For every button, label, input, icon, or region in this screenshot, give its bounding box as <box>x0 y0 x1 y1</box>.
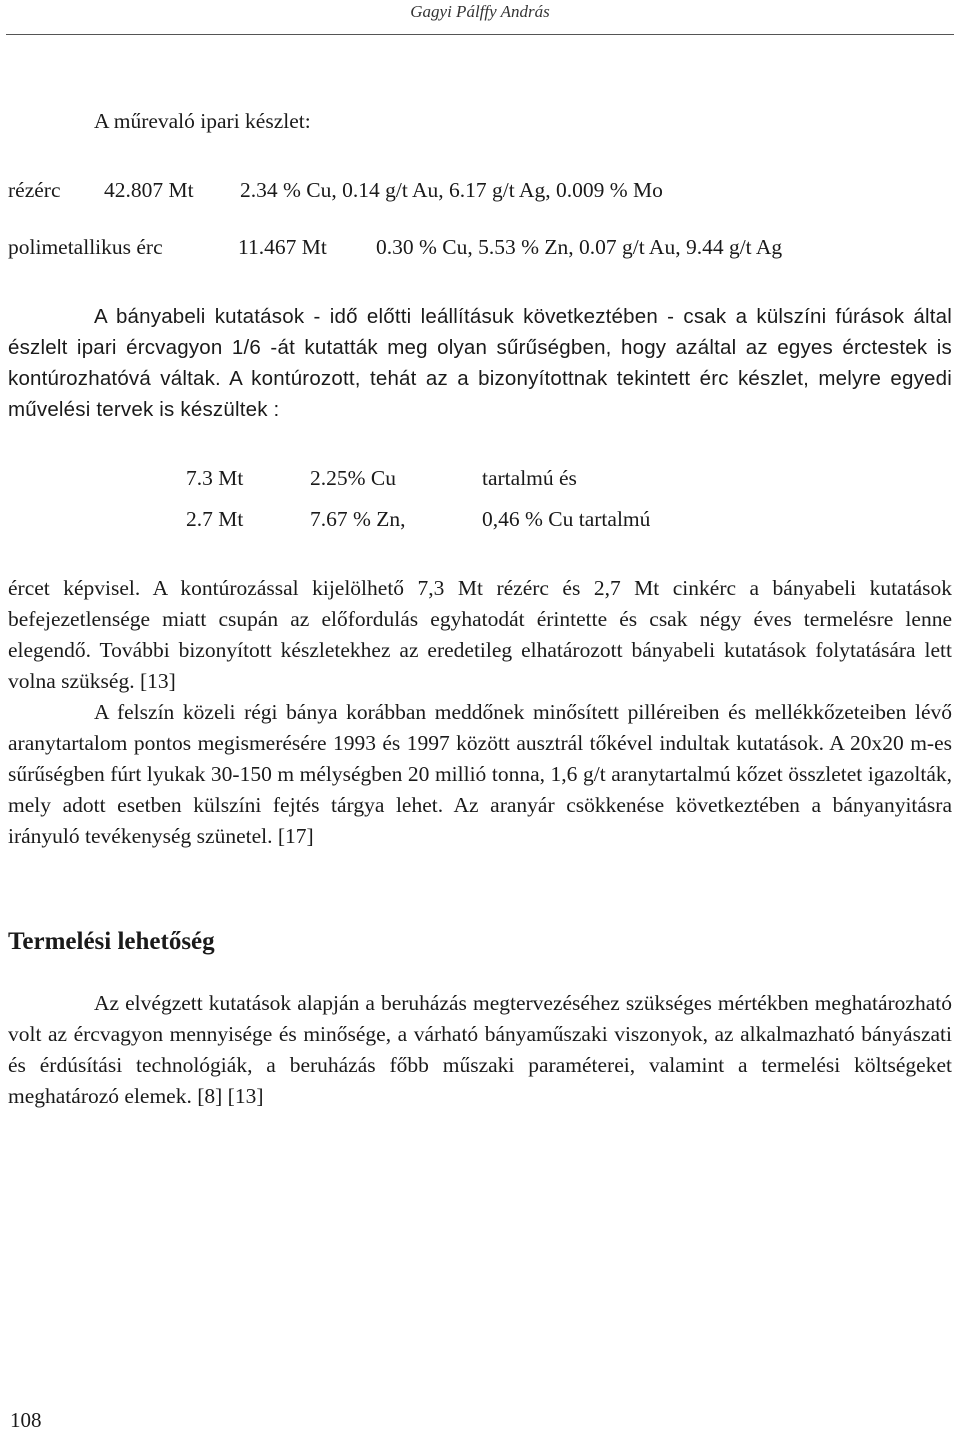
page-body <box>8 106 952 1112</box>
reserve-title: A műrevaló ipari készlet: <box>94 109 311 133</box>
running-header-author: Gagyi Pálffy András <box>410 2 550 21</box>
ore-type: rézérc <box>8 178 61 202</box>
ore-type: polimetallikus érc <box>8 235 163 259</box>
contoured-desc: 0,46 % Cu tartalmú <box>482 507 651 531</box>
contoured-desc: tartalmú és <box>482 466 577 490</box>
ore-row-copper <box>8 175 952 206</box>
page-number: 108 <box>10 1408 42 1432</box>
contoured-grade: 7.67 % Zn, <box>310 507 406 531</box>
section-heading: Termelési lehetőség <box>8 928 215 955</box>
contoured-reserve-table <box>186 463 952 535</box>
contoured-tonnage: 2.7 Mt <box>186 507 244 531</box>
ore-tonnage: 42.807 Mt <box>104 178 194 202</box>
ore-tonnage: 11.467 Mt <box>238 235 327 259</box>
paragraph-ore-representation: ércet képvisel. A kontúrozással kijelölhető 7,3 Mt rézérc és 2,7 Mt cinkérc a bányabeli kutatások befejezetlensége miatt csupán az előfordulás egyhatodát érintette és csak négy éves termelésre lenne elegendő. További bizonyított készletekhez az eredetileg elhatározott bányabeli kutatások folytatására lett volna szükség. [13] <box>8 576 952 693</box>
ore-row-polymetallic <box>8 232 952 263</box>
ore-grades: 2.34 % Cu, 0.14 g/t Au, 6.17 g/t Ag, 0.009 % Mo <box>240 178 663 202</box>
paragraph-gold-exploration: A felszín közeli régi bánya korábban meddőnek minősített pilléreiben és mellékkőzeteiben lévő aranytartalom pontos megismerésére 1993 és 1997 között ausztrál tőkével indultak kutatások. A 20x20 m-es sűrűségben fúrt lyukak 30-150 m mélységben 20 millió tonna, 1,6 g/t aranytartalmú kőzet összletet igazolták, mely adott esetben külszíni fejtés tárgya lehet. Az aranyár csökkenése következtében a bányanyitásra irányuló tevékenység szünetel. [17] <box>8 700 952 848</box>
contoured-grade: 2.25% Cu <box>310 466 396 490</box>
contoured-tonnage: 7.3 Mt <box>186 466 244 490</box>
paragraph-exploration: A bányabeli kutatások - idő előtti leállításuk következtében - csak a külszíni fúrások által észlelt ipari ércvagyon 1/6 -át kutatták meg olyan sűrűségben, hogy azáltal az egyes érctestek is kontúrozhatóvá váltak. A kontúrozott, tehát az a bizonyítottnak tekintett érc készlet, melyre egyedi művelési tervek is készültek : <box>8 305 952 421</box>
header-rule <box>6 34 954 35</box>
paragraph-production: Az elvégzett kutatások alapján a beruházás megtervezéséhez szükséges mértékben meghatározható volt az ércvagyon mennyisége és minősége, a várható bányaműszaki viszonyok, az alkalmazható bányászati és érdúsítási technológiák, a beruházás főbb műszaki paraméterei, valamint a termelési költségeket meghatározó elemek. [8] [13] <box>8 991 952 1108</box>
ore-grades: 0.30 % Cu, 5.53 % Zn, 0.07 g/t Au, 9.44 g/t Ag <box>376 235 783 259</box>
